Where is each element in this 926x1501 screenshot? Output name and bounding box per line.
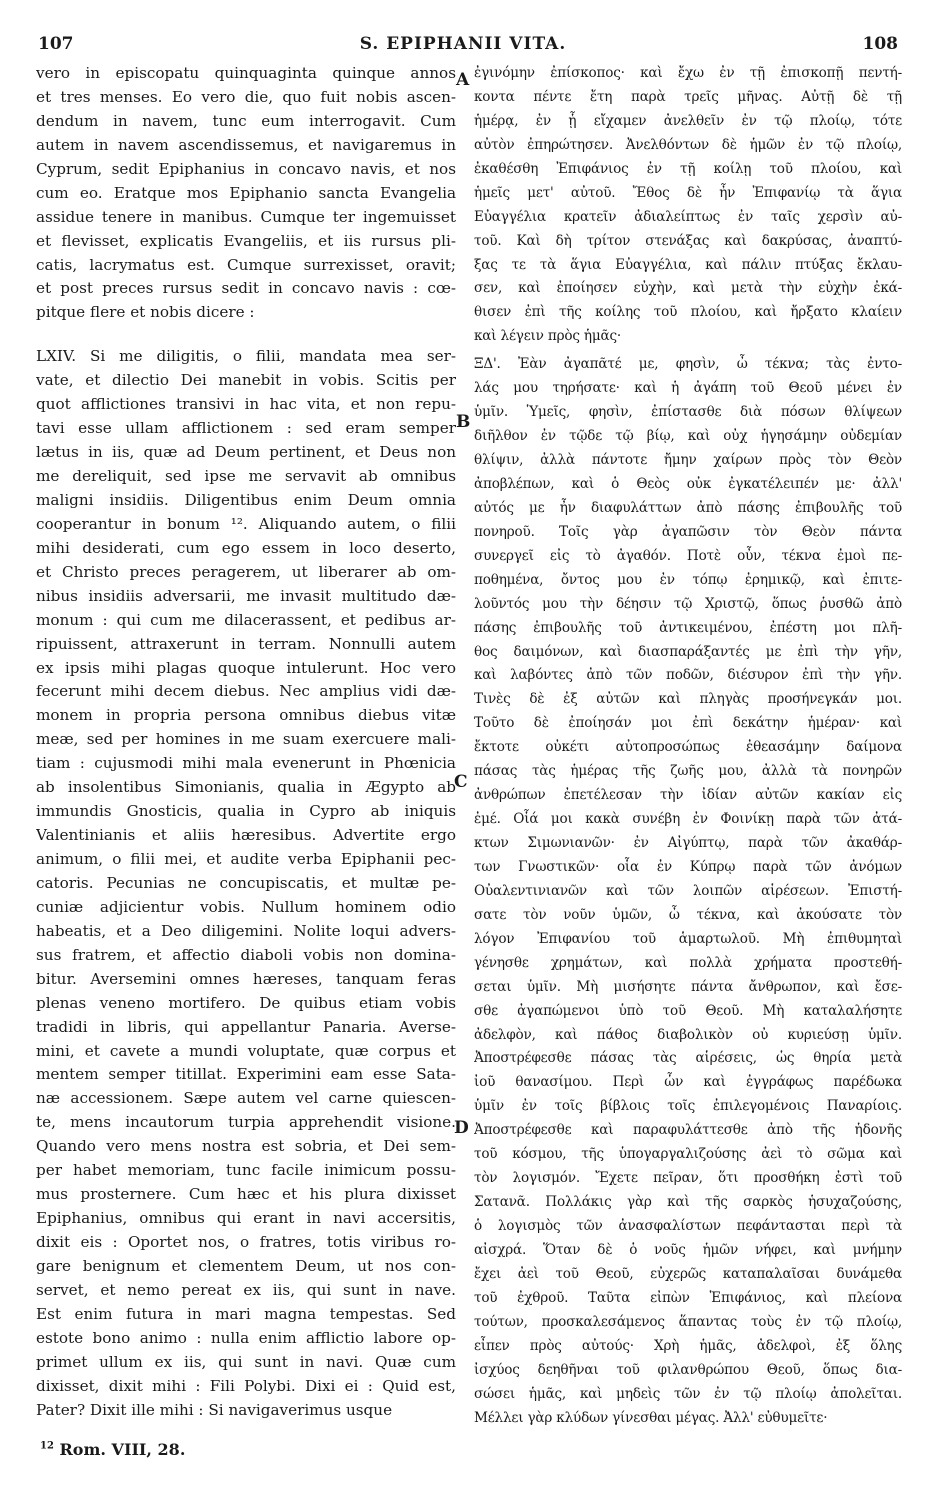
footnote-text: Rom. VIII, 28. xyxy=(59,1440,186,1459)
latin-text-line: animum, o filii mei, et audite verba Epiphanii pec- xyxy=(36,850,456,868)
latin-text-line: autem in navem ascendissemus, et navigaremus in xyxy=(36,135,456,154)
greek-text-line: γένησθε χρημάτων, καὶ πολλὰ χρήματα προστεθή- xyxy=(474,954,902,971)
greek-text-line: πάσης ἐπιβουλῆς τοῦ ἀντικειμένου, ἐπέστη μοι πλῆ- xyxy=(474,619,902,636)
greek-text-line: τοῦ. Καὶ δὴ τρίτον στενάξας καὶ δακρύσας, ἀναπτύ- xyxy=(474,232,902,249)
latin-text-line: Pater? Dixit ille mihi : Si navigaverimus usque xyxy=(36,1400,393,1419)
latin-text-line: cooperantur in bonum ¹². Aliquando autem, o filii xyxy=(36,514,456,533)
latin-text-line: plenas veneno mortifero. De quibus etiam vobis xyxy=(36,993,456,1012)
latin-text-line: cum eo. Eratque mos Epiphanio sancta Evangelia xyxy=(36,183,456,202)
running-header xyxy=(0,30,926,58)
greek-text-line: ἐγινόμην ἐπίσκοπος· καὶ ἔχω ἐν τῇ ἐπισκοπῇ πεντή- xyxy=(474,65,902,81)
latin-text-line: monem in propria persona omnibus diebus vitæ xyxy=(36,706,456,725)
latin-text-line: LXIV. Si me diligitis, o filii, mandata mea ser- xyxy=(36,347,456,366)
greek-text-line: σθε ἀγαπώμενοι ὑπὸ τοῦ Θεοῦ. Μὴ καταλαλήσητε xyxy=(474,1002,902,1019)
latin-text-line: vate, et dilectio Dei manebit in vobis. Scitis per xyxy=(36,371,456,390)
latin-text-line: me dereliquit, sed ipse me servavit ab omnibus xyxy=(36,467,456,485)
latin-text-line: servet, et nemo pereat ex iis, qui sunt in nave. xyxy=(36,1280,456,1299)
latin-text-line: Cyprum, sedit Epiphanius in concavo navis, et nos xyxy=(36,159,456,178)
footnote-number: 12 xyxy=(40,1440,54,1452)
section-marker-d: D xyxy=(454,1118,469,1138)
latin-text-line: dixisset, dixit mihi : Fili Polybi. Dixi ei : Quid est, xyxy=(36,1376,456,1395)
greek-text-line: Σατανᾶ. Πολλάκις γὰρ καὶ τῆς σαρκὸς ἡσυχαζούσης, xyxy=(474,1194,902,1211)
latin-text-line: Valentinianis et aliis hæresibus. Advertite ergo xyxy=(36,826,456,845)
greek-text-line: ἡμεῖς μετ' αὐτοῦ. Ἔθος δὲ ἦν Ἐπιφανίῳ τὰ ἅγια xyxy=(474,184,902,201)
greek-text-line: ὁ λογισμὸς τῶν ἀνασφαλίστων πεφάντασται περὶ τὰ xyxy=(474,1218,902,1234)
latin-text-line: assidue tenere in manibus. Cumque ter ingemuisset xyxy=(36,207,456,226)
latin-text-line: primet ullum ex iis, qui sunt in navi. Quæ cum xyxy=(36,1352,456,1371)
latin-text-line: dixit eis : Oportet nos, o fratres, totis viribus ro- xyxy=(36,1233,456,1251)
latin-text-line: Quando vero mens nostra est sobria, et Dei sem- xyxy=(36,1137,456,1156)
latin-text-line: monum : qui cum me dilacerassent, et pedibus ar- xyxy=(36,610,456,629)
latin-text-line: ab insolentibus Simonianis, qualia in Ægypto ab xyxy=(36,778,456,797)
greek-text-line: ὑμῖν. Ὑμεῖς, φησὶν, ἐπίστασθε διὰ πόσων θλίψεων xyxy=(474,404,902,421)
greek-text-line: τὸν λογισμόν. Ἔχετε πεῖραν, ὅτι προσθήκη ἐστὶ τοῦ xyxy=(474,1170,902,1187)
latin-text-line: pitque flere et nobis dicere : xyxy=(36,303,255,322)
latin-text-line: et post preces rursus sedit in concavo navis : cœ- xyxy=(36,279,456,298)
latin-text-line: habeatis, et a Deo diligemini. Nolite loqui advers- xyxy=(36,921,456,940)
greek-text-line: ἀποβλέπων, καὶ ὁ Θεὸς οὐκ ἐγκατέλειπέν με· ἀλλ' xyxy=(474,475,902,492)
greek-text-line: λοῦντός μου τὴν δέησιν τῷ Χριστῷ, ὅπως ῥυσθῶ ἀπὸ xyxy=(474,595,902,612)
greek-text-line: σατε τὸν νοῦν ὑμῶν, ὦ τέκνα, καὶ ἀκούσατε τὸν xyxy=(474,906,902,923)
greek-text-line: διῆλθον ἐν τῷδε τῷ βίῳ, καὶ οὐχ ἡγησάμην οὐδεμίαν xyxy=(474,428,902,445)
latin-text-line: meæ, sed per homines in me suam exercuere mali- xyxy=(36,730,456,749)
greek-text-line: Ἀποστρέφεσθε πάσας τὰς αἱρέσεις, ὡς θηρία μετὰ xyxy=(474,1050,902,1067)
greek-text-line: ἰσχύος δεηθῆναι τοῦ φιλανθρώπου Θεοῦ, ὅπως δια- xyxy=(474,1361,902,1378)
latin-text-line: ex ipsis mihi plagas quoque intulerunt. Hoc vero xyxy=(36,658,456,677)
greek-text-line: ὑμῖν ἐν τοῖς βίβλοις τοῖς ἐπιλεγομένοις Παναρίοις. xyxy=(474,1098,902,1115)
footnote xyxy=(40,1440,185,1459)
greek-text-line: σώσει ἡμᾶς, καὶ μηδεὶς τῶν ἐν τῷ πλοίῳ ἀπολεῖται. xyxy=(474,1385,902,1402)
paragraph-gap xyxy=(36,325,456,345)
greek-text-line: ἔχει ἀεὶ τοῦ Θεοῦ, εὐχερῶς καταπαλαῖσαι δυνάμεθα xyxy=(474,1265,902,1282)
greek-text-line: αἰσχρά. Ὅταν δὲ ὁ νοῦς ἡμῶν νήφει, καὶ μνήμην xyxy=(474,1241,902,1258)
greek-text-line: θισεν ἐπὶ τῆς κοίλης τοῦ πλοίου, καὶ ἤρξατο κλαίειν xyxy=(474,304,902,321)
latin-text-line: et Christo preces peragerem, ut liberarer ab om- xyxy=(36,562,456,581)
latin-text-line: nibus insidiis adversarii, me invasit multitudo dæ- xyxy=(36,586,456,605)
latin-text-line: cuniæ adjicientur vobis. Nullum hominem odio xyxy=(36,897,456,916)
greek-text-line: κτων Σιμωνιανῶν· ἐν Αἰγύπτῳ, παρὰ τῶν ἀκαθάρ- xyxy=(474,835,902,851)
latin-text-line: sus fratrem, et affectio diaboli vobis non domina- xyxy=(36,945,456,964)
latin-text-line: gare benignum et clementem Deum, ut nos con- xyxy=(36,1256,456,1275)
greek-text-line: ξας τε τὰ ἅγια Εὐαγγέλια, καὶ πάλιν πτύξας ἔκλαυ- xyxy=(474,256,902,273)
page-number-left: 107 xyxy=(38,34,74,54)
latin-text-line: lætus in iis, quæ ad Deum pertinent, et Deus non xyxy=(36,443,456,462)
greek-text-line: πονηροῦ. Τοῖς γὰρ ἀγαπῶσιν τὸν Θεὸν πάντα xyxy=(474,523,902,540)
greek-text-line: Μέλλει γὰρ κλύδων γίνεσθαι μέγας. Ἀλλ' εὐθυμεῖτε· xyxy=(474,1409,828,1426)
greek-text-line: θος δαιμόνων, καὶ διασπαράξαντές με ἐπὶ τὴν γῆν, xyxy=(474,643,902,660)
greek-text-line: ἀδελφὸν, καὶ πάθος διαβολικὸν οὐ κυριεύσῃ ὑμῖν. xyxy=(474,1026,902,1043)
greek-text-line: ἐμέ. Οἷά μοι κακὰ συνέβη ἐν Φοινίκῃ παρὰ τῶν ἀτά- xyxy=(474,811,902,828)
greek-text-line: εἶπεν πρὸς αὐτούς· Χρὴ ἡμᾶς, ἀδελφοὶ, ἐξ ὅλης xyxy=(474,1337,902,1354)
latin-text-line: vero in episcopatu quinquaginta quinque annos xyxy=(36,64,456,82)
greek-text-line: τούτων, προσκαλεσάμενος ἅπαντας τοὺς ἐν τῷ πλοίῳ, xyxy=(474,1313,902,1330)
latin-column xyxy=(36,62,456,1423)
greek-text-line: Τινὲς δὲ ἐξ αὐτῶν καὶ πληγὰς προσήνεγκάν μοι. xyxy=(474,691,902,708)
greek-text-line: πάσας τὰς ἡμέρας τῆς ζωῆς μου, ἀλλὰ τὰ πονηρῶν xyxy=(474,763,902,780)
latin-text-line: fecerunt mihi decem diebus. Nec amplius vidi dæ- xyxy=(36,682,456,701)
latin-text-line: quot afflictiones transivi in hac vita, et non repu- xyxy=(36,395,456,414)
latin-text-line: dendum in navem, tunc eum interrogavit. Cum xyxy=(36,111,456,130)
latin-text-line: et flevisset, explicatis Evangeliis, et iis rursus pli- xyxy=(36,231,456,250)
latin-text-line: immundis Gnosticis, qualia in Cypro ab iniquis xyxy=(36,802,456,821)
greek-text-line: ἔκτοτε οὐκέτι αὐτοπροσώπως ἐθεασάμην δαίμονα xyxy=(474,739,902,756)
latin-text-line: catis, lacrymatus est. Cumque surrexisset, oravit; xyxy=(36,255,456,274)
latin-text-line: mini, et cavete a mundi voluptate, quæ corpus et xyxy=(36,1041,456,1060)
greek-text-line: ΞΔ'. Ἐὰν ἀγαπᾶτέ με, φησὶν, ὦ τέκνα; τὰς ἐντο- xyxy=(474,356,902,373)
greek-text-line: τοῦ ἐχθροῦ. Ταῦτα εἰπὼν Ἐπιφάνιος, καὶ πλείονα xyxy=(474,1289,902,1306)
latin-text-line: mus prosternere. Cum hæc et his plura dixisset xyxy=(36,1185,456,1204)
greek-text-line: λόγον Ἐπιφανίου τοῦ ἁμαρτωλοῦ. Μὴ ἐπιθυμηταὶ xyxy=(474,930,902,947)
latin-text-line: maligni insidiis. Diligentibus enim Deum omnia xyxy=(36,490,456,509)
greek-text-line: Ἀποστρέφεσθε καὶ παραφυλάττεσθε ἀπὸ τῆς ἡδονῆς xyxy=(474,1122,902,1139)
latin-text-line: per habet memoriam, tunc facile inimicum possu- xyxy=(36,1161,456,1180)
latin-text-line: tiam : cujusmodi mihi mala evenerunt in Phœnicia xyxy=(36,754,456,773)
section-marker-a: A xyxy=(456,70,470,90)
greek-text-line: Εὐαγγέλια κρατεῖν ἀδιαλείπτως ἐν ταῖς χερσὶν αὐ- xyxy=(474,208,902,225)
greek-column xyxy=(474,62,902,1430)
running-title: S. EPIPHANII VITA. xyxy=(359,34,567,54)
section-marker-b: B xyxy=(456,412,471,432)
greek-text-line: θλίψιν, ἀλλὰ πάντοτε ἤμην χαίρων πρὸς τὸν Θεὸν xyxy=(474,452,902,468)
page-number-right: 108 xyxy=(862,34,898,54)
greek-text-line: συνεργεῖ εἰς τὸ ἀγαθόν. Ποτὲ οὖν, τέκνα ἐμοὶ πε- xyxy=(474,547,902,564)
section-marker-c: C xyxy=(454,772,468,792)
greek-text-line: αὐτὸν ἐπηρώτησεν. Ἀνελθόντων δὲ ἡμῶν ἐν τῷ πλοίῳ, xyxy=(474,136,902,153)
latin-text-line: mentem semper titillat. Experimini eam esse Sata- xyxy=(36,1065,456,1084)
latin-text-line: et tres menses. Eo vero die, quo fuit nobis ascen- xyxy=(36,87,456,106)
greek-text-line: ἡμέρᾳ, ἐν ᾗ εἴχαμεν ἀνελθεῖν ἐν τῷ πλοίῳ, τότε xyxy=(474,112,902,129)
greek-text-line: καὶ λέγειν πρὸς ἡμᾶς· xyxy=(474,328,622,345)
greek-text-line: ποθημένα, ὄντος μου ἐν τόπῳ ἐρημικῷ, καὶ ἐπιτε- xyxy=(474,571,902,588)
latin-text-line: te, mens incautorum turpia apprehendit visione. xyxy=(36,1113,456,1132)
greek-text-line: αὐτός με ἦν διαφυλάττων ἀπὸ πάσης ἐπιβουλῆς τοῦ xyxy=(474,499,902,516)
latin-text-line: catoris. Pecunias ne concupiscatis, et multæ pe- xyxy=(36,873,456,892)
greek-text-line: των Γνωστικῶν· οἷα ἐν Κύπρῳ παρὰ τῶν ἀνόμων xyxy=(474,858,902,875)
latin-text-line: ripuissent, attraxerunt in terram. Nonnulli autem xyxy=(36,634,456,653)
greek-text-line: καὶ λαβόντες ἀπὸ τῶν ποδῶν, διέσυρον ἐπὶ τὴν γῆν. xyxy=(474,667,902,684)
latin-text-line: mihi desiderati, cum ego essem in loco deserto, xyxy=(36,538,456,557)
greek-text-line: Οὐαλεντινιανῶν καὶ τῶν λοιπῶν αἱρέσεων. Ἐπιστή- xyxy=(474,882,902,899)
latin-text-line: Epiphanius, omnibus qui erant in navi accersitis, xyxy=(36,1209,456,1228)
latin-text-line: tavi esse ullam afflictionem : sed eram semper xyxy=(36,419,456,438)
greek-text-line: Τοῦτο δὲ ἐποίησάν μοι ἐπὶ δεκάτην ἡμέραν· καὶ xyxy=(474,715,902,732)
latin-text-line: næ accessionem. Sæpe autem vel carne quiescen- xyxy=(36,1089,456,1108)
latin-text-line: Est enim futura in mari magna tempestas. Sed xyxy=(36,1304,456,1323)
greek-text-line: ἰοῦ θανασίμου. Περὶ ὧν καὶ ἐγγράφως παρέδωκα xyxy=(474,1074,902,1091)
greek-text-line: τοῦ κόσμου, τῆς ὑπογαργαλιζούσης ἀεὶ τὸ σῶμα καὶ xyxy=(474,1146,902,1163)
latin-text-line: estote bono animo : nulla enim afflictio labore op- xyxy=(36,1328,456,1347)
greek-text-line: λάς μου τηρήσατε· καὶ ἡ ἀγάπη τοῦ Θεοῦ μένει ἐν xyxy=(474,380,902,397)
greek-text-line: σεται ὑμῖν. Μὴ μισήσητε πάντα ἄνθρωπον, καὶ ἔσε- xyxy=(474,978,902,995)
greek-text-line: κοντα πέντε ἔτη παρὰ τρεῖς μῆνας. Αὐτῇ δὲ τῇ xyxy=(474,88,902,105)
latin-text-line: tradidi in libris, qui appellantur Panaria. Averse- xyxy=(36,1017,456,1036)
greek-text-line: ἀνθρώπων ἐπετέλεσαν τὴν ἰδίαν αὐτῶν κακίαν εἰς xyxy=(474,787,902,804)
greek-text-line: ἐκαθέσθη Ἐπιφάνιος ἐν τῇ κοίλῃ τοῦ πλοίου, καὶ xyxy=(474,160,902,177)
latin-text-line: bitur. Aversemini omnes hæreses, tanquam feras xyxy=(36,969,456,988)
greek-text-line: σεν, καὶ ἐποίησεν εὐχὴν, καὶ μετὰ τὴν εὐχὴν ἐκά- xyxy=(474,280,902,297)
